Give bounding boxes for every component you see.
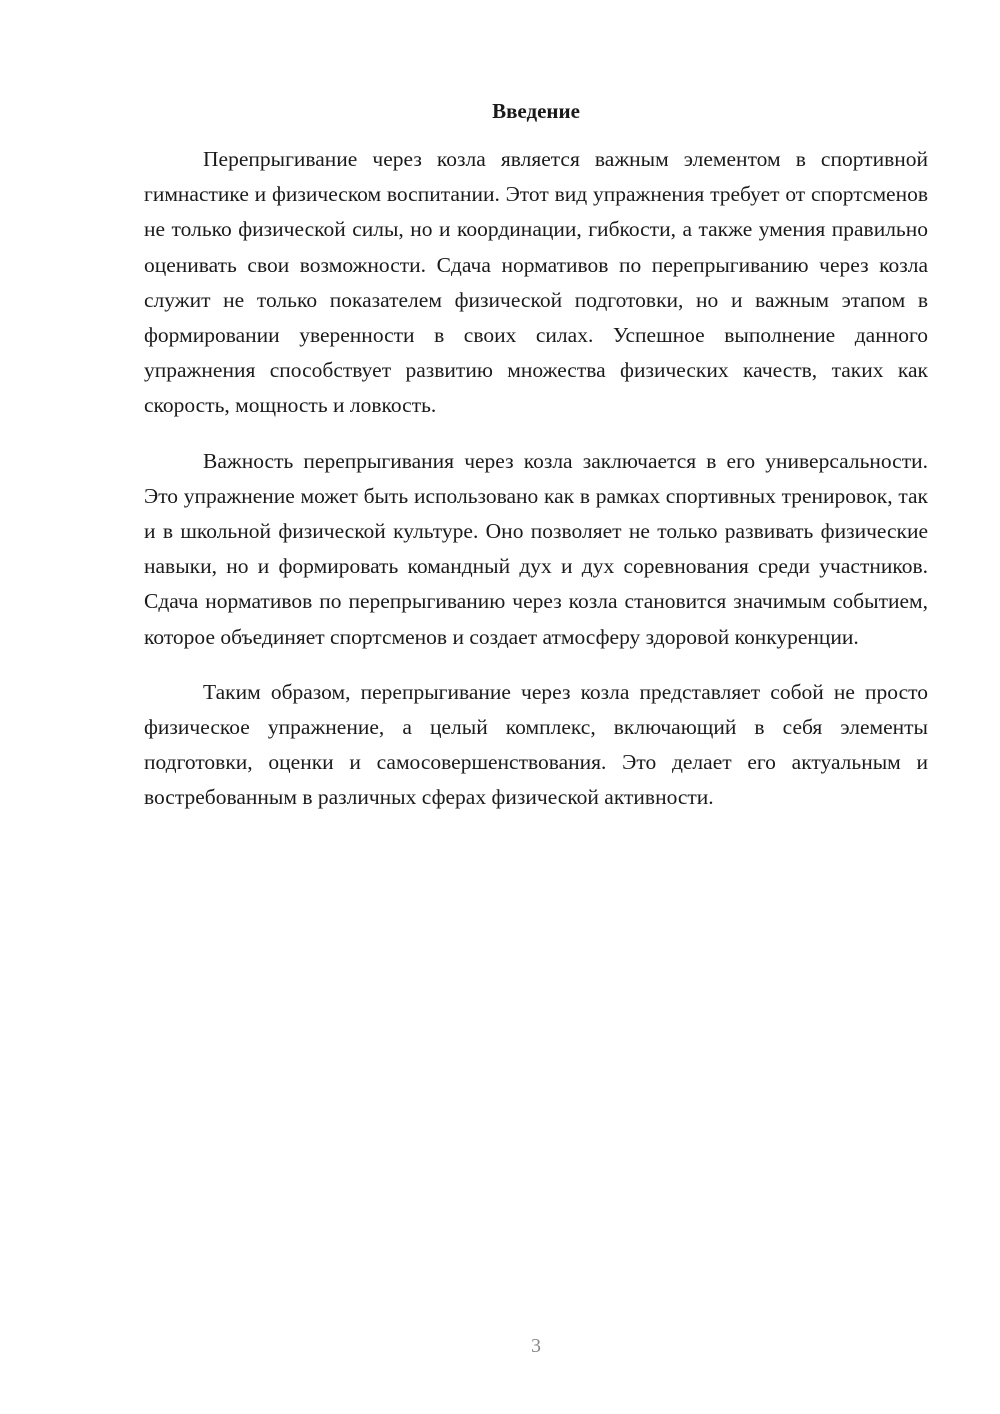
section-heading: Введение <box>492 99 580 123</box>
page-number: 3 <box>531 1335 541 1357</box>
paragraph-3: Таким образом, перепрыгивание через козла представляет собой не просто физическое упражнение, а целый комплекс, включающий в себя элементы подготовки, оценки и самосовершенствования. Это делает его актуальным и востребованным в различных сферах физической активности. <box>144 679 928 810</box>
paragraph-1: Перепрыгивание через козла является важным элементом в спортивной гимнастике и физическом воспитании. Этот вид упражнения требует от спортсменов не только физической силы, но и координации, гибкости, а также умения правильно оценивать свои возможности. Сдача нормативов по перепрыгиванию через козла служит не только показателем физической подготовки, но и важным этапом в формировании уверенности в своих силах. Успешное выполнение данного упражнения способствует развитию множества физических качеств, таких как скорость, мощность и ловкость. <box>144 147 928 418</box>
body-text <box>144 142 928 836</box>
paragraph-2: Важность перепрыгивания через козла заключается в его универсальности. Это упражнение может быть использовано как в рамках спортивных тренировок, так и в школьной физической культуре. Оно позволяет не только развивать физические навыки, но и формировать командный дух и дух соревнования среди участников. Сдача нормативов по перепрыгиванию через козла становится значимым событием, которое объединяет спортсменов и создает атмосферу здоровой конкуренции. <box>144 448 928 649</box>
